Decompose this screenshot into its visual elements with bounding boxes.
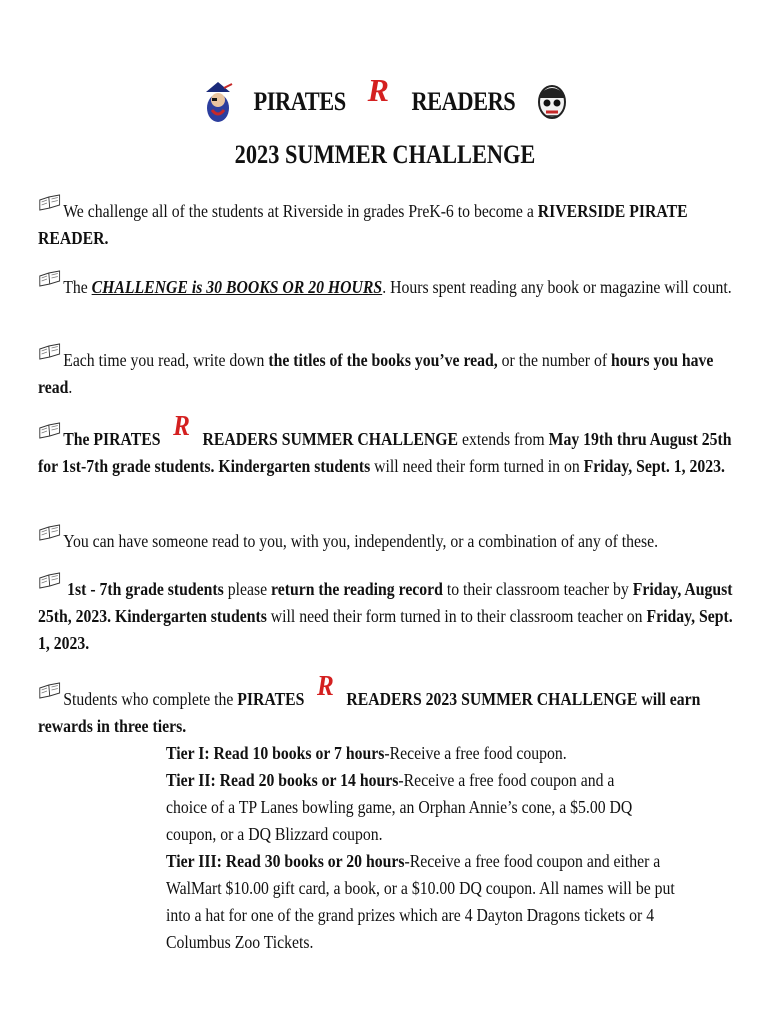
tier-description: -Receive a free food coupon and either a WalMart $10.00 gift card, a book, or a $10.00 DQ coupon. All names will be put into a hat for one of the grand prizes which are 4 Dayton Dragons tickets or 4 Columbus Zoo Tickets.: [166, 851, 675, 952]
title-row: [0, 70, 770, 134]
p4-bold-f: Friday, Sept. 1, 2023.: [583, 456, 725, 476]
skull-pirate-icon: [532, 78, 572, 126]
p6-bold-e: Friday, August 25th, 2023. Kindergarten students: [38, 579, 733, 626]
tier-heading: Tier I: Read 10 books or 7 hours: [166, 743, 385, 763]
p6-text-f: will need their form turned in to their classroom teacher on: [266, 606, 647, 626]
tier-description: -Receive a free food coupon.: [384, 743, 567, 763]
paragraph-return-record: [38, 576, 738, 657]
paragraph-challenge-goal: [38, 274, 738, 301]
page-subtitle: 2023 SUMMER CHALLENGE: [234, 140, 536, 169]
open-book-icon: [38, 343, 61, 361]
p4-text-c: extends from: [458, 429, 549, 449]
paragraph-record-instructions: [38, 347, 738, 401]
p4-bold-a: The PIRATES: [63, 429, 161, 449]
p3-text-a: Each time you read, write down: [63, 350, 269, 370]
title-pirates: PIRATES: [253, 87, 347, 116]
p4-bold-b: READERS SUMMER CHALLENGE: [202, 429, 459, 449]
p1-text: We challenge all of the students at Riverside in grades PreK-6 to become a: [63, 201, 538, 221]
open-book-icon: [38, 270, 61, 288]
p3-text-e: .: [68, 377, 73, 397]
open-book-icon: [38, 524, 61, 542]
p6-bold-a: 1st - 7th grade students: [67, 579, 224, 599]
tier-item: [166, 767, 652, 848]
p7-bold-b: PIRATES: [237, 689, 305, 709]
p7-text-a: Students who complete the: [63, 689, 238, 709]
p3-bold-b: the titles of the books you’ve read,: [268, 350, 498, 370]
open-book-icon: [38, 194, 61, 212]
p6-text-b: please: [223, 579, 272, 599]
red-r-logo: R: [317, 671, 334, 702]
open-book-icon: [38, 682, 61, 700]
tier-description: -Receive a free food coupon and a choice of a TP Lanes bowling game, an Orphan Annie’s cone, a $5.00 DQ coupon, or a DQ Blizzard coupon.: [166, 770, 633, 844]
p1-bold: RIVERSIDE PIRATE READER.: [38, 201, 688, 248]
p6-text-d: to their classroom teacher by: [442, 579, 633, 599]
p3-bold-d: hours you have read: [38, 350, 714, 397]
tier-heading: Tier II: Read 20 books or 14 hours: [166, 770, 399, 790]
p4-bold-d: May 19th thru August 25th for 1st-7th grade students. Kindergarten students: [38, 429, 732, 476]
paragraph-challenge-intro: [38, 198, 738, 252]
tier-item: [166, 740, 742, 767]
paragraph-read-options: [38, 528, 738, 555]
open-book-icon: [38, 572, 61, 590]
tier-heading: Tier III: Read 30 books or 20 hours: [166, 851, 405, 871]
p6-bold-g: Friday, Sept. 1, 2023.: [38, 606, 733, 653]
pirate-mascot-icon: [198, 78, 238, 126]
red-r-logo: R: [367, 71, 389, 108]
reward-tiers: [166, 740, 742, 956]
p2-text-c: . Hours spent reading any book or magazine will count.: [382, 277, 732, 297]
p2-text-a: The: [63, 277, 92, 297]
red-r-logo: R: [173, 411, 190, 442]
tier-item: [166, 848, 688, 956]
p6-bold-c: return the reading record: [271, 579, 443, 599]
p4-text-e: will need their form turned in on: [370, 456, 584, 476]
paragraph-dates: [38, 411, 738, 480]
paragraph-rewards: [38, 671, 738, 740]
p3-text-c: or the number of: [497, 350, 612, 370]
title-readers: READERS: [411, 87, 516, 116]
p7-bold-c: READERS 2023 SUMMER CHALLENGE will earn rewards in three tiers.: [38, 689, 701, 736]
p2-goal-underlined: CHALLENGE is 30 BOOKS OR 20 HOURS: [91, 277, 383, 297]
p5-text: You can have someone read to you, with you, independently, or a combination of any of these.: [63, 531, 659, 551]
open-book-icon: [38, 422, 61, 440]
